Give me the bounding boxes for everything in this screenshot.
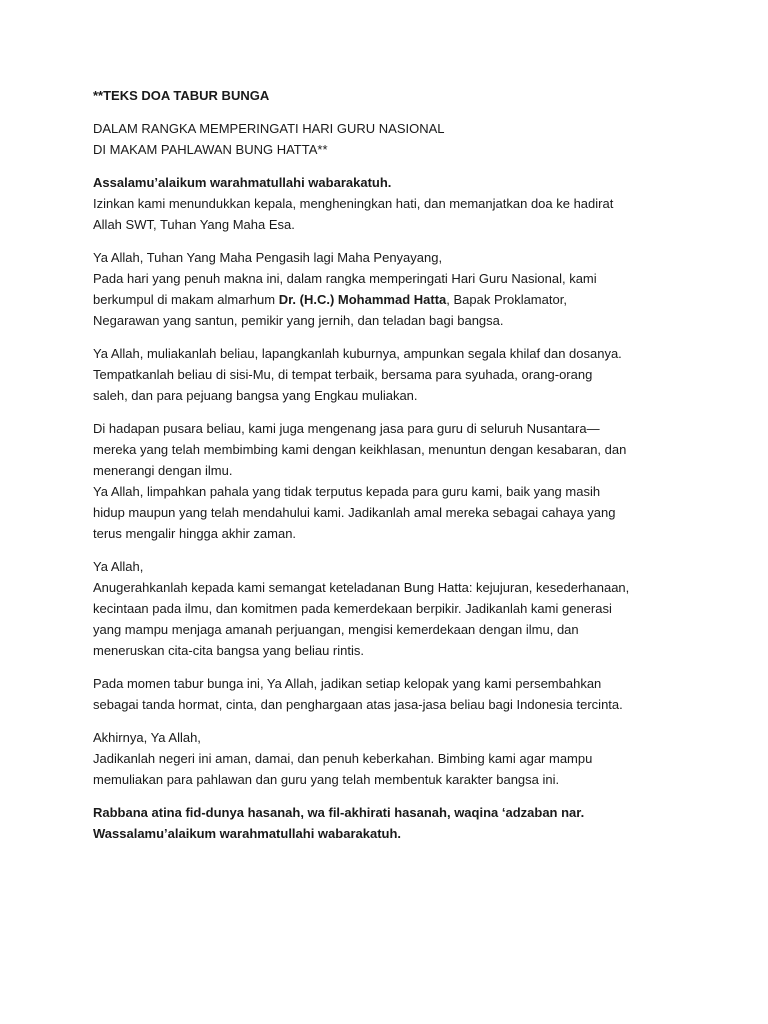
closing-greeting-text: Wassalamu’alaikum warahmatullahi wabarakatuh. <box>93 826 402 841</box>
paragraph-line: Ya Allah, limpahkan pahala yang tidak terputus kepada para guru kami, baik yang masih <box>93 484 601 499</box>
paragraph-line: Pada momen tabur bunga ini, Ya Allah, jadikan setiap kelopak yang kami persembahkan <box>93 676 602 691</box>
paragraph-final-prayer <box>93 802 693 844</box>
greeting-text: Assalamu’alaikum warahmatullahi wabarakatuh. <box>93 175 392 190</box>
paragraph-line: Di hadapan pusara beliau, kami juga mengenang jasa para guru di seluruh Nusantara— <box>93 421 600 436</box>
paragraph-line: Ya Allah, muliakanlah beliau, lapangkanlah kuburnya, ampunkan segala khilaf dan dosanya. <box>93 346 622 361</box>
paragraph-line: Jadikanlah negeri ini aman, damai, dan penuh keberkahan. Bimbing kami agar mampu <box>93 751 593 766</box>
paragraph-line: terus mengalir hingga akhir zaman. <box>93 526 297 541</box>
paragraph-line: Izinkan kami menundukkan kepala, mengheningkan hati, dan memanjatkan doa ke hadirat <box>93 196 614 211</box>
paragraph-line: Allah SWT, Tuhan Yang Maha Esa. <box>93 217 295 232</box>
hatta-name: Dr. (H.C.) Mohammad Hatta <box>278 292 447 307</box>
paragraph-flowers <box>93 673 693 715</box>
paragraph-line: Ya Allah, Tuhan Yang Maha Pengasih lagi Maha Penyayang, <box>93 250 443 265</box>
text-run: , Bapak Proklamator, <box>446 292 567 307</box>
paragraph-line: menerangi dengan ilmu. <box>93 463 233 478</box>
document-subtitle <box>93 118 693 160</box>
paragraph-line: hidup maupun yang telah mendahului kami. Jadikanlah amal mereka sebagai cahaya yang <box>93 505 616 520</box>
document-body <box>93 85 693 856</box>
paragraph-line: meneruskan cita-cita bangsa yang beliau rintis. <box>93 643 364 658</box>
paragraph-line: memuliakan para pahlawan dan guru yang telah membentuk karakter bangsa ini. <box>93 772 560 787</box>
paragraph-line: Akhirnya, Ya Allah, <box>93 730 201 745</box>
paragraph-prayer-hatta <box>93 343 693 406</box>
paragraph-opening <box>93 172 693 235</box>
paragraph-line: yang mampu menjaga amanah perjuangan, mengisi kemerdekaan dengan ilmu, dan <box>93 622 579 637</box>
title-text: **TEKS DOA TABUR BUNGA <box>93 88 270 103</box>
paragraph-closing <box>93 727 693 790</box>
paragraph-hatta <box>93 247 693 331</box>
paragraph-legacy <box>93 556 693 661</box>
paragraph-line: Anugerahkanlah kepada kami semangat keteladanan Bung Hatta: kejujuran, kesederhanaan, <box>93 580 630 595</box>
paragraph-line: Ya Allah, <box>93 559 144 574</box>
document-title <box>93 85 693 106</box>
paragraph-line: sebagai tanda hormat, cinta, dan penghargaan atas jasa-jasa beliau bagi Indonesia tercinta. <box>93 697 623 712</box>
paragraph-line <box>93 289 693 310</box>
paragraph-line: Pada hari yang penuh makna ini, dalam rangka memperingati Hari Guru Nasional, kami <box>93 271 597 286</box>
paragraph-line: Negarawan yang santun, pemikir yang jernih, dan teladan bagi bangsa. <box>93 313 504 328</box>
text-run: berkumpul di makam almarhum <box>93 292 279 307</box>
rabbana-text: Rabbana atina fid-dunya hasanah, wa fil-akhirati hasanah, waqina ‘adzaban nar. <box>93 805 585 820</box>
paragraph-line: kecintaan pada ilmu, dan komitmen pada kemerdekaan berpikir. Jadikanlah kami generasi <box>93 601 612 616</box>
paragraph-teachers <box>93 418 693 544</box>
paragraph-line: Tempatkanlah beliau di sisi-Mu, di tempat terbaik, bersama para syuhada, orang-orang <box>93 367 593 382</box>
paragraph-line: saleh, dan para pejuang bangsa yang Engkau muliakan. <box>93 388 418 403</box>
paragraph-line: mereka yang telah membimbing kami dengan keikhlasan, menuntun dengan kesabaran, dan <box>93 442 627 457</box>
subtitle-line-1: DALAM RANGKA MEMPERINGATI HARI GURU NASIONAL <box>93 121 445 136</box>
subtitle-line-2: DI MAKAM PAHLAWAN BUNG HATTA** <box>93 142 328 157</box>
